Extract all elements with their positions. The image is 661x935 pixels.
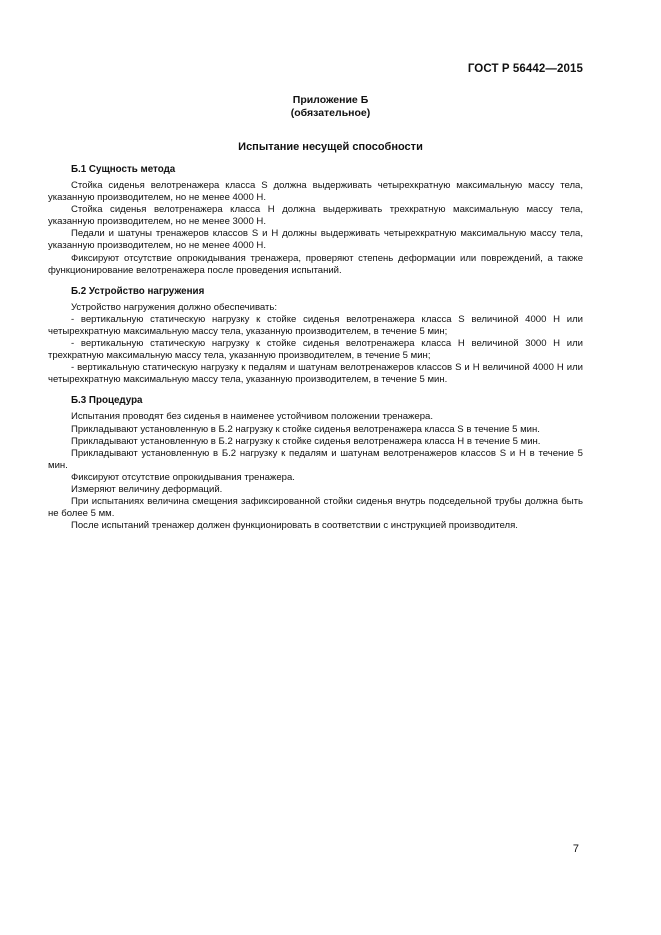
paragraph: При испытаниях величина смещения зафиксированной стойки сиденья внутрь подседельной трубы должна быть не более 5 мм. xyxy=(48,496,583,520)
paragraph: Прикладывают установленную в Б.2 нагрузку к педалям и шатунам велотренажеров классов S и H в течение 5 мин. xyxy=(48,447,583,471)
section-b3 xyxy=(48,395,583,532)
paragraph: Фиксируют отсутствие опрокидывания тренажера, проверяют степень деформации или повреждений, а также функционирование велотренажера после проведения испытаний. xyxy=(48,252,583,276)
paragraph: Стойка сиденья велотренажера класса S должна выдерживать четырехкратную максимальную массу тела, указанную производителем, но не менее 4000 Н. xyxy=(48,180,583,204)
paragraph: Прикладывают установленную в Б.2 нагрузку к стойке сиденья велотренажера класса H в течение 5 мин. xyxy=(71,435,541,447)
section-heading: Б.1 Сущность метода xyxy=(71,164,176,175)
paragraph: Стойка сиденья велотренажера класса H должна выдерживать трехкратную максимальную массу тела, указанную производителем, но не менее 3000 Н. xyxy=(48,204,583,228)
section-heading: Б.3 Процедура xyxy=(71,395,143,407)
paragraph: Прикладывают установленную в Б.2 нагрузку к стойке сиденья велотренажера класса S в течение 5 мин. xyxy=(71,423,540,435)
list-item: - вертикальную статическую нагрузку к стойке сиденья велотренажера класса H величиной 3000 Н или трехкратную максимальную массу тела, указанную производителем, в течение 5 мин; xyxy=(48,338,583,362)
appendix-status: (обязательное) xyxy=(290,107,371,119)
paragraph: Устройство нагружения должно обеспечивать: xyxy=(71,301,278,313)
paragraph: Измеряют величину деформаций. xyxy=(71,483,223,495)
section-b2 xyxy=(48,286,583,387)
page-number: 7 xyxy=(572,843,579,855)
section-heading: Б.2 Устройство нагружения xyxy=(71,285,205,297)
paragraph: Фиксируют отсутствие опрокидывания тренажера. xyxy=(71,471,295,483)
document-body xyxy=(48,164,583,541)
appendix-title: Приложение Б xyxy=(292,94,369,106)
appendix-heading xyxy=(0,94,661,120)
list-item: - вертикальную статическую нагрузку к педалям и шатунам велотренажеров классов S и H величиной 4000 Н или четырехкратную максимальную массу тела, указанную производителем, в течение 5 мин. xyxy=(48,362,583,386)
list-item: - вертикальную статическую нагрузку к стойке сиденья велотренажера класса S величиной 4000 Н или четырехкратную максимальную массу тела, указанную производителем, в течение 5 мин; xyxy=(48,313,583,337)
paragraph: После испытаний тренажер должен функционировать в соответствии с инструкцией производителя. xyxy=(71,520,518,532)
section-b1 xyxy=(48,164,583,277)
paragraph: Испытания проводят без сиденья в наименее устойчивом положении тренажера. xyxy=(71,411,434,423)
paragraph: Педали и шатуны тренажеров классов S и H должны выдерживать четырехкратную максимальную массу тела, указанную производителем, но не менее 4000 Н. xyxy=(48,228,583,252)
standard-number: ГОСТ Р 56442—2015 xyxy=(467,63,583,75)
document-title: Испытание несущей способности xyxy=(238,141,423,153)
